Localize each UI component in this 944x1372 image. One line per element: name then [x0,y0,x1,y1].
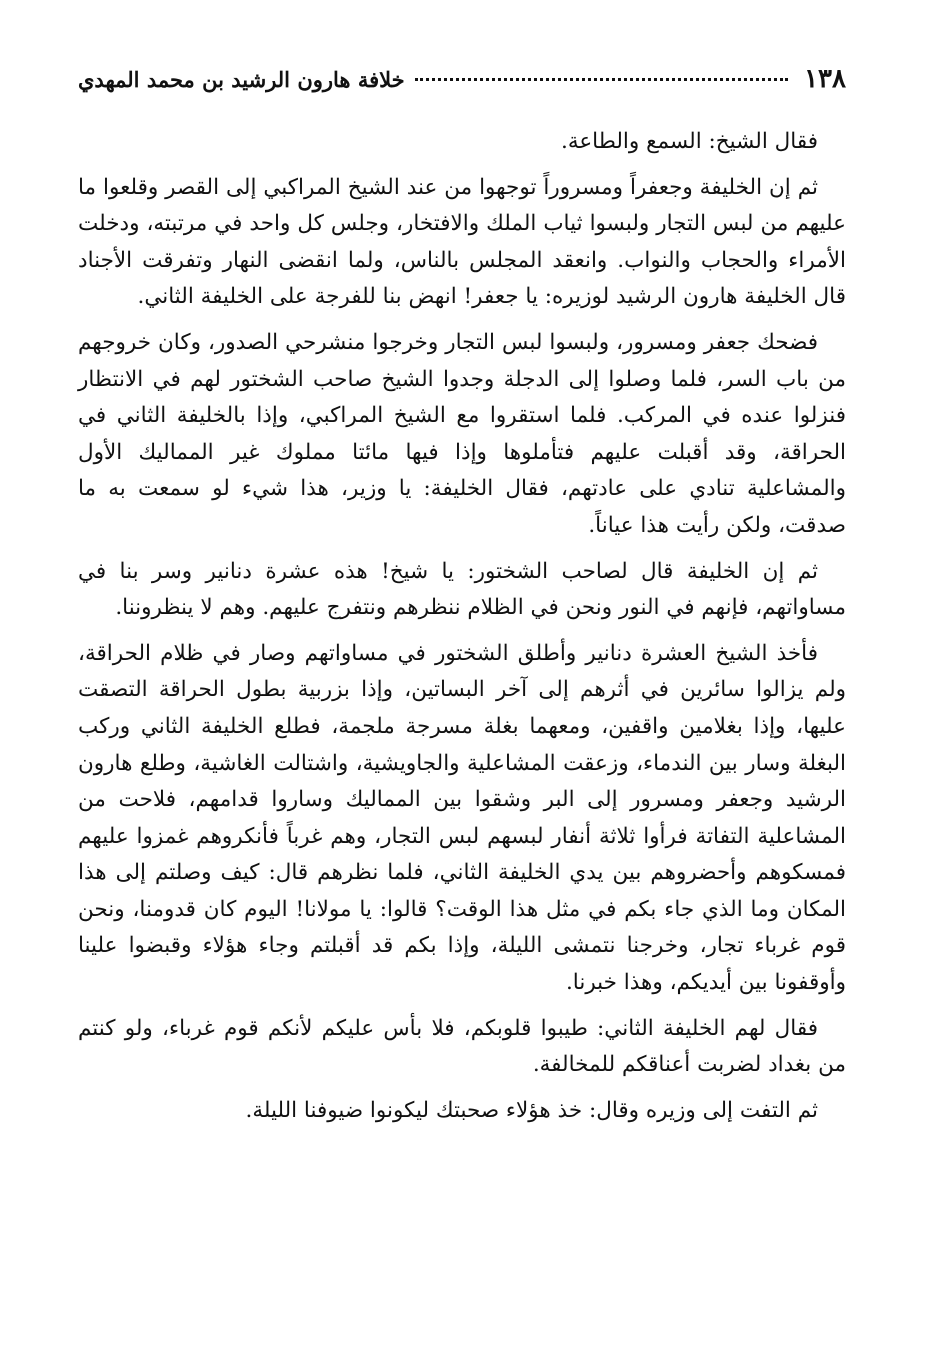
running-header [78,64,846,110]
body-text [78,124,846,1129]
paragraph: ثم إن الخليفة وجعفراً ومسروراً توجهوا من عند الشيخ المراكبي إلى القصر وقلعوا ما عليهم من لبس التجار ولبسوا ثياب الملك والافتخار، وجلس كل واحد في مرتبته، ودخلت الأمراء والحجاب والنواب. وانعقد المجلس بالناس، ولما انقضى النهار وتفرقت الأجناد قال الخليفة هارون الرشيد لوزيره: يا جعفر! انهض بنا للفرجة على الخليفة الثاني. [78,174,846,310]
book-title: خلافة هارون الرشيد بن محمد المهدي [78,67,405,92]
page-number: ١٣٨ [804,64,846,94]
paragraph: ثم إن الخليفة قال لصاحب الشختور: يا شيخ! هذه عشرة دنانير وسر بنا في مساواتهم، فإنهم في النور ونحن في الظلام ننظرهم ونتفرج عليهم. وهم لا ينظروننا. [78,558,846,621]
book-page [78,64,846,1138]
header-dot-leader [415,78,788,81]
paragraph: فضحك جعفر ومسرور، ولبسوا لبس التجار وخرجوا منشرحي الصدور، وكان خروجهم من باب السر، فلما وصلوا إلى الدجلة وجدوا الشيخ صاحب الشختور لهم في الانتظار فنزلوا عنده في المركب. فلما استقروا مع الشيخ المراكبي، وإذا بالخليفة الثاني في الحراقة، وقد أقبلت عليهم فتأملوها وإذا فيها مائتا مملوك غير المماليك الأول والمشاعلية تنادي على عادتهم، فقال الخليفة: يا وزير، هذا شيء لو سمعت به ما صدقت، ولكن رأيت هذا عياناً. [78,329,846,538]
paragraph: فأخذ الشيخ العشرة دنانير وأطلق الشختور في مساواتهم وصار في ظلام الحراقة، ولم يزالوا سائرين في أثرهم إلى آخر البساتين، وإذا بزربية بطول الحراقة التصقت عليها، وإذا بغلامين واقفين، ومعهما بغلة مسرجة ملجمة، فطلع الخليفة الثاني وركب البغلة وسار بين الندماء، وزعقت المشاعلية والجاويشية، واشتالت الغاشية، وطلع هارون الرشيد وجعفر ومسرور إلى البر وشقوا بين المماليك وساروا قدامهم، فلاحت من المشاعلية التفاتة فرأوا ثلاثة أنفار لبسهم لبس التجار، وهم غرباً فأنكروهم غمزوا عليهم فمسكوهم وأحضروهم بين يدي الخليفة الثاني، فلما نظرهم قال: كيف وصلتم إلى هذا المكان وما الذي جاء بكم في مثل هذا الوقت؟ قالوا: يا مولانا! اليوم كان قدومنا، ونحن قوم غرباء تجار، وخرجنا نتمشى الليلة، وإذا بكم قد أقبلتم وجاء هؤلاء وقبضوا علينا وأوقفونا بين أيديكم، وهذا خبرنا. [78,640,846,996]
paragraph: فقال لهم الخليفة الثاني: طيبوا قلوبكم، فلا بأس عليكم لأنكم قوم غرباء، ولو كنتم من بغداد لضربت أعناقكم للمخالفة. [78,1015,846,1078]
paragraph: ثم التفت إلى وزيره وقال: خذ هؤلاء صحبتك ليكونوا ضيوفنا الليلة. [245,1097,818,1123]
paragraph: فقال الشيخ: السمع والطاعة. [560,129,818,154]
